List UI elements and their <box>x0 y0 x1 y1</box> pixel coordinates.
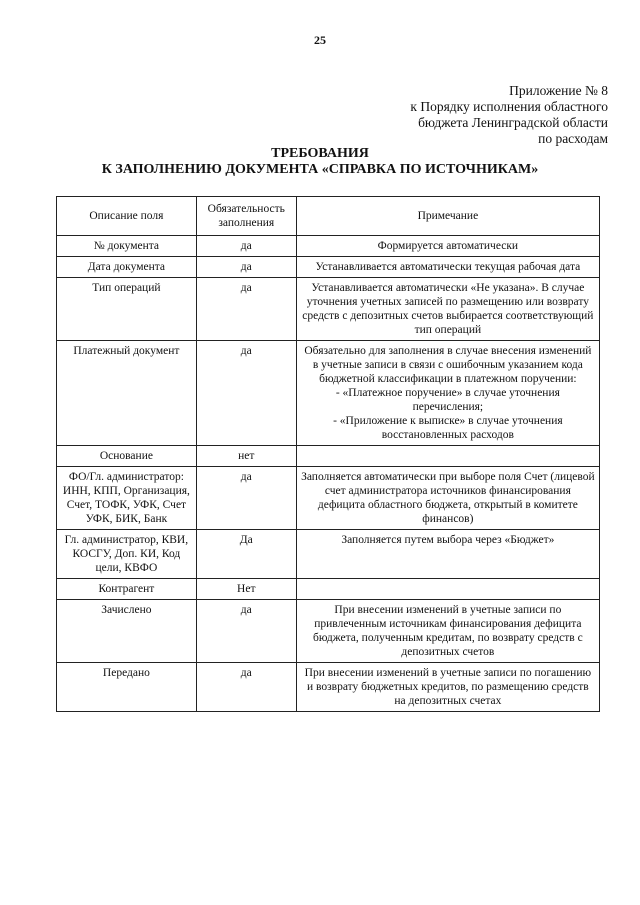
required-cell: да <box>196 600 296 663</box>
field-cell: Контрагент <box>57 579 197 600</box>
required-cell: Да <box>196 530 296 579</box>
note-cell: Формируется автоматически <box>296 236 599 257</box>
table-row <box>57 446 600 467</box>
field-cell: Тип операций <box>57 278 197 341</box>
note-cell: Заполняется путем выбора через «Бюджет» <box>296 530 599 579</box>
required-cell: да <box>196 257 296 278</box>
table-row <box>57 467 600 530</box>
required-cell: нет <box>196 446 296 467</box>
note-cell: При внесении изменений в учетные записи по привлеченным источникам финансирования дефицита бюджета, полученным кредитам, по возврату средств с депозитных счетов <box>296 600 599 663</box>
title-line: К ЗАПОЛНЕНИЮ ДОКУМЕНТА «СПРАВКА ПО ИСТОЧНИКАМ» <box>101 162 539 177</box>
note-cell: Обязательно для заполнения в случае внесения изменений в учетные записи в связи с ошибочным указанием кода бюджетной классификации в платежном поручении: - «Платежное поручение» в случае уточнения перечисления; - «Приложение к выписке» в случае уточнения восстановленных расходов <box>296 341 599 446</box>
required-cell: Нет <box>196 579 296 600</box>
required-cell: да <box>196 663 296 712</box>
header-field: Описание поля <box>57 197 197 236</box>
field-cell: Зачислено <box>57 600 197 663</box>
note-cell <box>296 579 599 600</box>
header-required: Обязательность заполнения <box>196 197 296 236</box>
appendix-line: к Порядку исполнения областного <box>410 99 608 114</box>
required-cell: да <box>196 341 296 446</box>
note-cell: Заполняется автоматически при выборе поля Счет (лицевой счет администратора источников финансирования дефицита областного бюджета, открытый в комитете финансов) <box>296 467 599 530</box>
note-cell: Устанавливается автоматически текущая рабочая дата <box>296 257 599 278</box>
field-cell: Передано <box>57 663 197 712</box>
table-row <box>57 278 600 341</box>
document-title <box>0 146 640 178</box>
field-cell: Основание <box>57 446 197 467</box>
required-cell: да <box>196 278 296 341</box>
note-cell <box>296 446 599 467</box>
table-header-row <box>57 197 600 236</box>
table-row <box>57 579 600 600</box>
page-number: 25 <box>314 33 326 47</box>
appendix-line: бюджета Ленинградской области <box>418 115 608 130</box>
requirements-table <box>56 196 600 712</box>
table-row <box>57 236 600 257</box>
appendix-line: по расходам <box>538 131 608 146</box>
required-cell: да <box>196 467 296 530</box>
field-cell: Платежный документ <box>57 341 197 446</box>
field-cell: ФО/Гл. администратор: ИНН, КПП, Организация, Счет, ТОФК, УФК, Счет УФК, БИК, Банк <box>57 467 197 530</box>
title-line: ТРЕБОВАНИЯ <box>271 146 369 161</box>
field-cell: Гл. администратор, КВИ, КОСГУ, Доп. КИ, Код цели, КВФО <box>57 530 197 579</box>
required-cell: да <box>196 236 296 257</box>
table-row <box>57 663 600 712</box>
table-row <box>57 530 600 579</box>
appendix-reference <box>410 83 608 147</box>
table-row <box>57 257 600 278</box>
field-cell: № документа <box>57 236 197 257</box>
table-row <box>57 341 600 446</box>
note-cell: Устанавливается автоматически «Не указана». В случае уточнения учетных записей по размещению или возврату средств с депозитных счетов выбирается соответствующий тип операций <box>296 278 599 341</box>
field-cell: Дата документа <box>57 257 197 278</box>
header-note: Примечание <box>296 197 599 236</box>
appendix-line: Приложение № 8 <box>509 83 608 98</box>
table-row <box>57 600 600 663</box>
note-cell: При внесении изменений в учетные записи по погашению и возврату бюджетных кредитов, по размещению средств на депозитных счетах <box>296 663 599 712</box>
